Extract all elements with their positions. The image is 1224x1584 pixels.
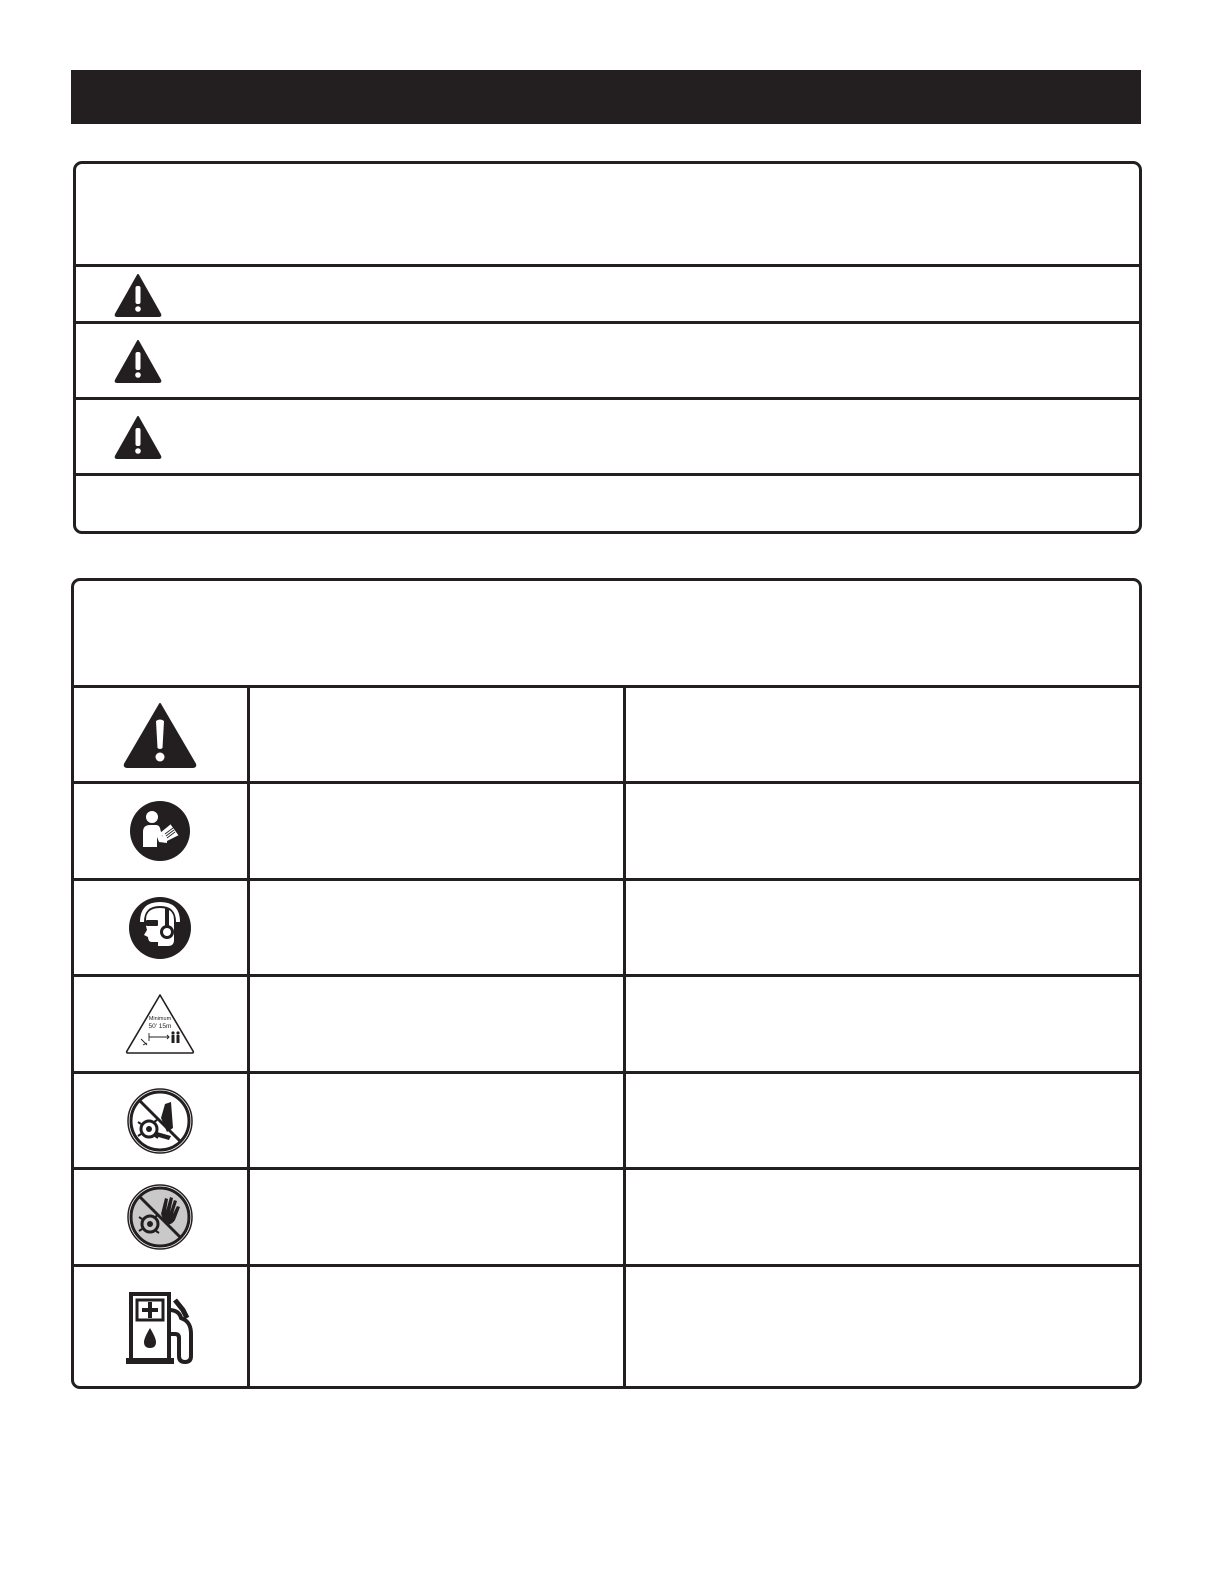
read-manual-icon <box>129 800 191 862</box>
keep-bystanders-away-icon <box>125 993 195 1055</box>
symbol-row <box>74 881 1139 974</box>
symbol-row <box>74 1170 1139 1264</box>
signal-row-caution <box>76 400 1139 474</box>
symbol-row <box>74 1267 1139 1389</box>
section-header-bar <box>71 70 1141 124</box>
bystander-distance-text: Minimum <box>148 1016 172 1022</box>
safety-alert-icon <box>122 701 198 769</box>
symbol-row <box>74 784 1139 878</box>
eye-ear-protection-icon <box>128 896 192 960</box>
symbols-box <box>71 578 1142 1389</box>
warning-triangle-icon <box>114 339 162 383</box>
bystander-distance-value: 50' 15m <box>148 1023 172 1030</box>
signal-row-danger <box>76 267 1139 321</box>
symbols-box-header <box>74 581 1139 685</box>
no-blade-icon <box>127 1088 193 1154</box>
signal-box-header <box>76 164 1139 264</box>
symbol-row <box>74 1074 1139 1167</box>
no-hands-near-blade-icon <box>127 1184 193 1250</box>
symbol-row <box>74 688 1139 781</box>
warning-triangle-icon <box>114 415 162 459</box>
symbol-row <box>74 977 1139 1071</box>
signal-words-box <box>73 161 1142 534</box>
fuel-mixture-icon <box>123 1290 197 1366</box>
signal-row-note <box>76 476 1139 531</box>
signal-row-warning <box>76 324 1139 398</box>
warning-triangle-icon <box>114 273 162 317</box>
